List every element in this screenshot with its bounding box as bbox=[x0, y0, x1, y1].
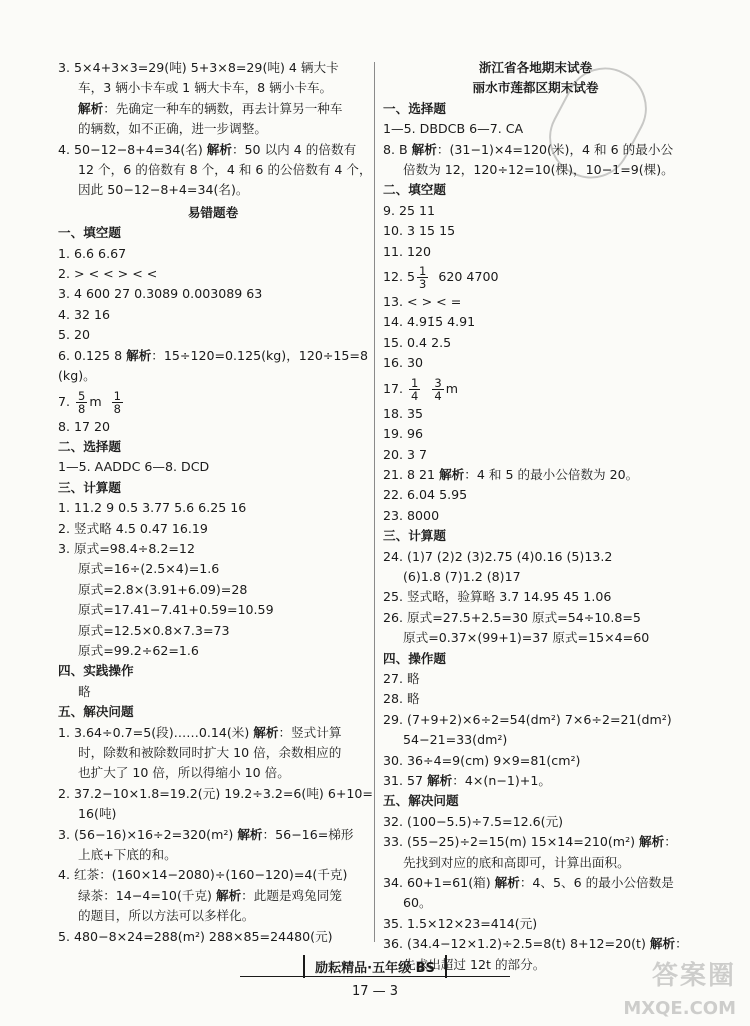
answer-line: 原式=12.5×0.8×7.3=73 bbox=[78, 622, 230, 638]
section-title: 四、实践操作 bbox=[58, 663, 134, 679]
answer-line: 原式=0.37×(99+1)=37 原式=15×4=60 bbox=[403, 630, 650, 646]
section-heading: 易错题卷 bbox=[187, 204, 239, 220]
answer-line: 22. 6.04 5.95 bbox=[383, 487, 468, 503]
answer-line bbox=[383, 832, 688, 852]
answer-line bbox=[58, 346, 368, 366]
footer bbox=[0, 955, 750, 978]
answer-text: 绿茶：14−4=10(千克) bbox=[78, 887, 216, 903]
answer-line bbox=[58, 825, 368, 845]
answer-line bbox=[58, 886, 368, 906]
column-divider bbox=[374, 62, 375, 942]
section-title: 二、选择题 bbox=[58, 438, 121, 454]
analysis-text: ：先确定一种车的辆数，再去计算另一种车 bbox=[103, 100, 343, 116]
watermark-url: MXQE.COM bbox=[623, 998, 736, 1019]
answer-line bbox=[383, 771, 688, 791]
answer-line: 25. 竖式略，验算略 3.7 14.95 45 1.06 bbox=[383, 589, 612, 605]
analysis-label: 解析 bbox=[78, 100, 104, 116]
answer-line: 14. 4.91̇5̇ 4.91 bbox=[383, 314, 476, 330]
fraction bbox=[76, 390, 87, 415]
answer-line: 5. 20 bbox=[58, 327, 91, 343]
answer-line: 16(吨) bbox=[78, 806, 117, 822]
answer-line: 1. 11.2 9 0.5 3.77 5.6 6.25 16 bbox=[58, 500, 247, 516]
answer-line: 26. 原式=27.5+2.5=30 原式=54÷10.8=5 bbox=[383, 609, 641, 625]
answer-line: 29. (7+9+2)×6÷2=54(dm²) 7×6÷2=21(dm²) bbox=[383, 711, 672, 727]
answer-text: 33. (55−25)÷2=15(m) 15×14=210(m²) bbox=[383, 834, 640, 850]
answer-line: 54−21=33(dm²) bbox=[403, 732, 508, 748]
answer-line: 2. > < < > < < bbox=[58, 266, 158, 282]
answer-line: 11. 120 bbox=[383, 243, 432, 259]
answer-line bbox=[383, 140, 688, 160]
analysis-label: 解析 bbox=[215, 887, 242, 903]
answer-line: 3. 5×4+3×3=29(吨) 5+3×8=29(吨) 4 辆大卡 bbox=[58, 60, 339, 75]
answer-line: (kg)。 bbox=[58, 368, 96, 384]
answer-line: 20. 3 7 bbox=[383, 446, 428, 462]
analysis-label: 解析 bbox=[427, 773, 453, 788]
answer-text: 34. 60+1=61(箱) bbox=[383, 875, 495, 891]
book-title: 励耘精品·五年级 BS bbox=[303, 955, 447, 978]
answer-text: 620 4700 bbox=[438, 269, 499, 285]
fraction-numerator: 1 bbox=[419, 264, 427, 279]
exam-heading: 浙江省各地期末试卷 bbox=[478, 60, 593, 75]
item-number: 17. bbox=[383, 380, 404, 396]
answer-text: 4. 50−12−8+4=34(名) bbox=[58, 141, 207, 157]
analysis-text: ：56−16=梯形 bbox=[262, 826, 354, 842]
answer-line bbox=[58, 140, 368, 160]
analysis-label: 解析 bbox=[253, 724, 279, 740]
analysis-label: 解析 bbox=[237, 826, 263, 842]
answer-line: 倍数为 12，120÷12=10(棵)，10−1=9(棵)。 bbox=[403, 162, 674, 178]
fraction bbox=[432, 377, 443, 402]
right-column bbox=[383, 58, 688, 975]
analysis-text: ：4 和 5 的最小公倍数为 20。 bbox=[464, 466, 639, 482]
answer-line: 1—5. DBDCB 6—7. CA bbox=[383, 121, 524, 137]
analysis-text: ： bbox=[664, 834, 677, 850]
answer-line: 28. 略 bbox=[383, 691, 420, 707]
answer-line bbox=[383, 374, 688, 404]
analysis-label: 解析 bbox=[494, 875, 520, 891]
answer-line: 车，3 辆小卡车或 1 辆大卡车，8 辆小卡车。 bbox=[78, 80, 333, 96]
answer-line: 的题目，所以方法可以多样化。 bbox=[78, 908, 255, 924]
answer-text: 8. B bbox=[383, 141, 412, 157]
answer-text: 21. 8 21 bbox=[383, 466, 440, 482]
answer-line: 原式=17.41−7.41+0.59=10.59 bbox=[78, 602, 274, 618]
footer-rule bbox=[240, 976, 510, 977]
answer-line: 原式=99.2÷62=1.6 bbox=[78, 642, 199, 658]
answer-line: 3. 原式=98.4÷8.2=12 bbox=[58, 540, 195, 556]
fraction bbox=[409, 377, 420, 402]
fraction-numerator: 5 bbox=[78, 388, 86, 403]
answer-line: 16. 30 bbox=[383, 355, 424, 371]
watermark-logo: 答案圈 bbox=[651, 961, 736, 991]
fraction-numerator: 1 bbox=[113, 388, 121, 403]
analysis-text: ：4、5、6 的最小公倍数是 bbox=[519, 875, 674, 891]
fraction-denominator: 4 bbox=[434, 388, 442, 403]
answer-line: 上底+下底的和。 bbox=[78, 847, 177, 863]
answer-line: 的辆数，如不正确，进一步调整。 bbox=[78, 121, 267, 137]
answer-line: 15. 0.4 2.5 bbox=[383, 334, 452, 350]
answer-line: 19. 96 bbox=[383, 426, 424, 442]
answer-line: 1—5. AADDC 6—8. DCD bbox=[58, 459, 210, 475]
answer-line: 27. 略 bbox=[383, 670, 420, 686]
answer-line: 时，除数和被除数同时扩大 10 倍，余数相应的 bbox=[78, 745, 342, 760]
analysis-text: ：(31−1)×4=120(米)，4 和 6 的最小公 bbox=[436, 141, 674, 157]
item-number: 7. bbox=[58, 393, 71, 409]
answer-line: 4. 红茶：(160×14−2080)÷(160−120)=4(千克) bbox=[58, 867, 348, 883]
answer-line: 略 bbox=[78, 683, 91, 699]
exam-subheading: 丽水市莲都区期末试卷 bbox=[472, 80, 599, 96]
analysis-text: ：4×(n−1)+1。 bbox=[452, 773, 551, 788]
section-title: 五、解决问题 bbox=[383, 793, 459, 809]
left-column bbox=[58, 58, 373, 947]
fraction-denominator: 8 bbox=[113, 401, 121, 416]
fraction bbox=[112, 390, 123, 415]
section-title: 五、解决问题 bbox=[58, 704, 134, 720]
answer-line: 18. 35 bbox=[383, 405, 424, 421]
answer-line: 2. 37.2−10×1.8=19.2(元) 19.2÷3.2=6(吨) 6+10= bbox=[58, 785, 373, 801]
answer-line bbox=[383, 262, 688, 292]
answer-line: (6)1.8 (7)1.2 (8)17 bbox=[403, 568, 521, 584]
fraction bbox=[417, 265, 428, 290]
analysis-text: ：15÷120=0.125(kg)，120÷15=8 bbox=[151, 347, 368, 363]
fraction-denominator: 8 bbox=[78, 401, 86, 416]
analysis-label: 解析 bbox=[649, 936, 676, 952]
answer-line: 30. 36÷4=9(cm) 9×9=81(cm²) bbox=[383, 752, 581, 768]
answer-text: 3. (56−16)×16÷2=320(m²) bbox=[58, 826, 238, 842]
section-title: 一、选择题 bbox=[383, 100, 446, 116]
analysis-line bbox=[58, 99, 368, 119]
item-number: 12. 5 bbox=[383, 269, 416, 285]
answer-line: 先求出超过 12t 的部分。 bbox=[403, 956, 546, 972]
section-title: 四、操作题 bbox=[383, 650, 446, 666]
answer-line: 2. 竖式略 4.5 0.47 16.19 bbox=[58, 520, 208, 536]
fraction-denominator: 4 bbox=[411, 388, 419, 403]
answer-line: 因此 50−12−8+4=34(名)。 bbox=[78, 182, 249, 198]
answer-line bbox=[58, 387, 368, 417]
answer-line: 先找到对应的底和高即可，计算出面积。 bbox=[403, 854, 630, 870]
answer-line: 8. 17 20 bbox=[58, 418, 111, 434]
analysis-text: ：此题是鸡兔同笼 bbox=[241, 887, 342, 903]
analysis-label: 解析 bbox=[439, 466, 465, 482]
answer-line: 35. 1.5×12×23=414(元) bbox=[383, 915, 538, 931]
fraction-numerator: 3 bbox=[434, 375, 442, 390]
analysis-label: 解析 bbox=[411, 141, 437, 157]
page-number: 17 — 3 bbox=[351, 984, 399, 999]
answer-line: 32. (100−5.5)÷7.5=12.6(元) bbox=[383, 813, 564, 829]
answer-line: 23. 8000 bbox=[383, 507, 440, 523]
analysis-text: ：竖式计算 bbox=[278, 724, 342, 740]
answer-line bbox=[58, 723, 368, 743]
unit: m bbox=[445, 380, 458, 396]
section-title: 三、计算题 bbox=[383, 528, 446, 544]
answer-line: 3. 4 600 27 0.3089 0.003089 63 bbox=[58, 286, 263, 302]
answer-text: 6. 0.125 8 bbox=[58, 347, 127, 363]
answer-text: 36. (34.4−12×1.2)÷2.5=8(t) 8+12=20(t) bbox=[383, 936, 650, 952]
answer-line: 也扩大了 10 倍，所以得缩小 10 倍。 bbox=[78, 765, 290, 781]
answer-line: 10. 3 15 15 bbox=[383, 223, 456, 239]
section-title: 一、填空题 bbox=[58, 225, 121, 241]
answer-text: 31. 57 bbox=[383, 773, 428, 788]
answer-line bbox=[383, 465, 688, 485]
answer-line: 24. (1)7 (2)2 (3)2.75 (4)0.16 (5)13.2 bbox=[383, 548, 613, 564]
answer-line: 9. 25 11 bbox=[383, 202, 436, 218]
fraction-denominator: 3 bbox=[419, 277, 427, 292]
answer-line: 原式=2.8×(3.91+6.09)=28 bbox=[78, 581, 248, 597]
answer-line bbox=[383, 873, 688, 893]
answer-line: 4. 32 16 bbox=[58, 306, 111, 322]
analysis-label: 解析 bbox=[206, 141, 232, 157]
unit: m bbox=[89, 393, 102, 409]
analysis-label: 解析 bbox=[126, 347, 152, 363]
answer-line: 原式=16÷(2.5×4)=1.6 bbox=[78, 561, 220, 577]
analysis-label: 解析 bbox=[639, 834, 665, 850]
analysis-text: ： bbox=[675, 936, 688, 952]
answer-line: 13. < > < = bbox=[383, 294, 462, 310]
answer-line: 12 个，6 的倍数有 8 个，4 和 6 的公倍数有 4 个， bbox=[78, 162, 372, 178]
answer-line: 1. 6.6̇ 6.67 bbox=[58, 245, 127, 261]
answer-line: 5. 480−8×24=288(m²) 288×85=24480(元) bbox=[58, 928, 333, 944]
answer-line bbox=[383, 934, 688, 954]
answer-line: 60。 bbox=[403, 895, 432, 911]
analysis-text: ：50 以内 4 的倍数有 bbox=[231, 141, 357, 157]
section-title: 二、填空题 bbox=[383, 182, 446, 198]
answer-text: 1. 3.64÷0.7=5(段)……0.14(米) bbox=[58, 724, 254, 740]
fraction-numerator: 1 bbox=[411, 375, 419, 390]
section-title: 三、计算题 bbox=[58, 479, 121, 495]
